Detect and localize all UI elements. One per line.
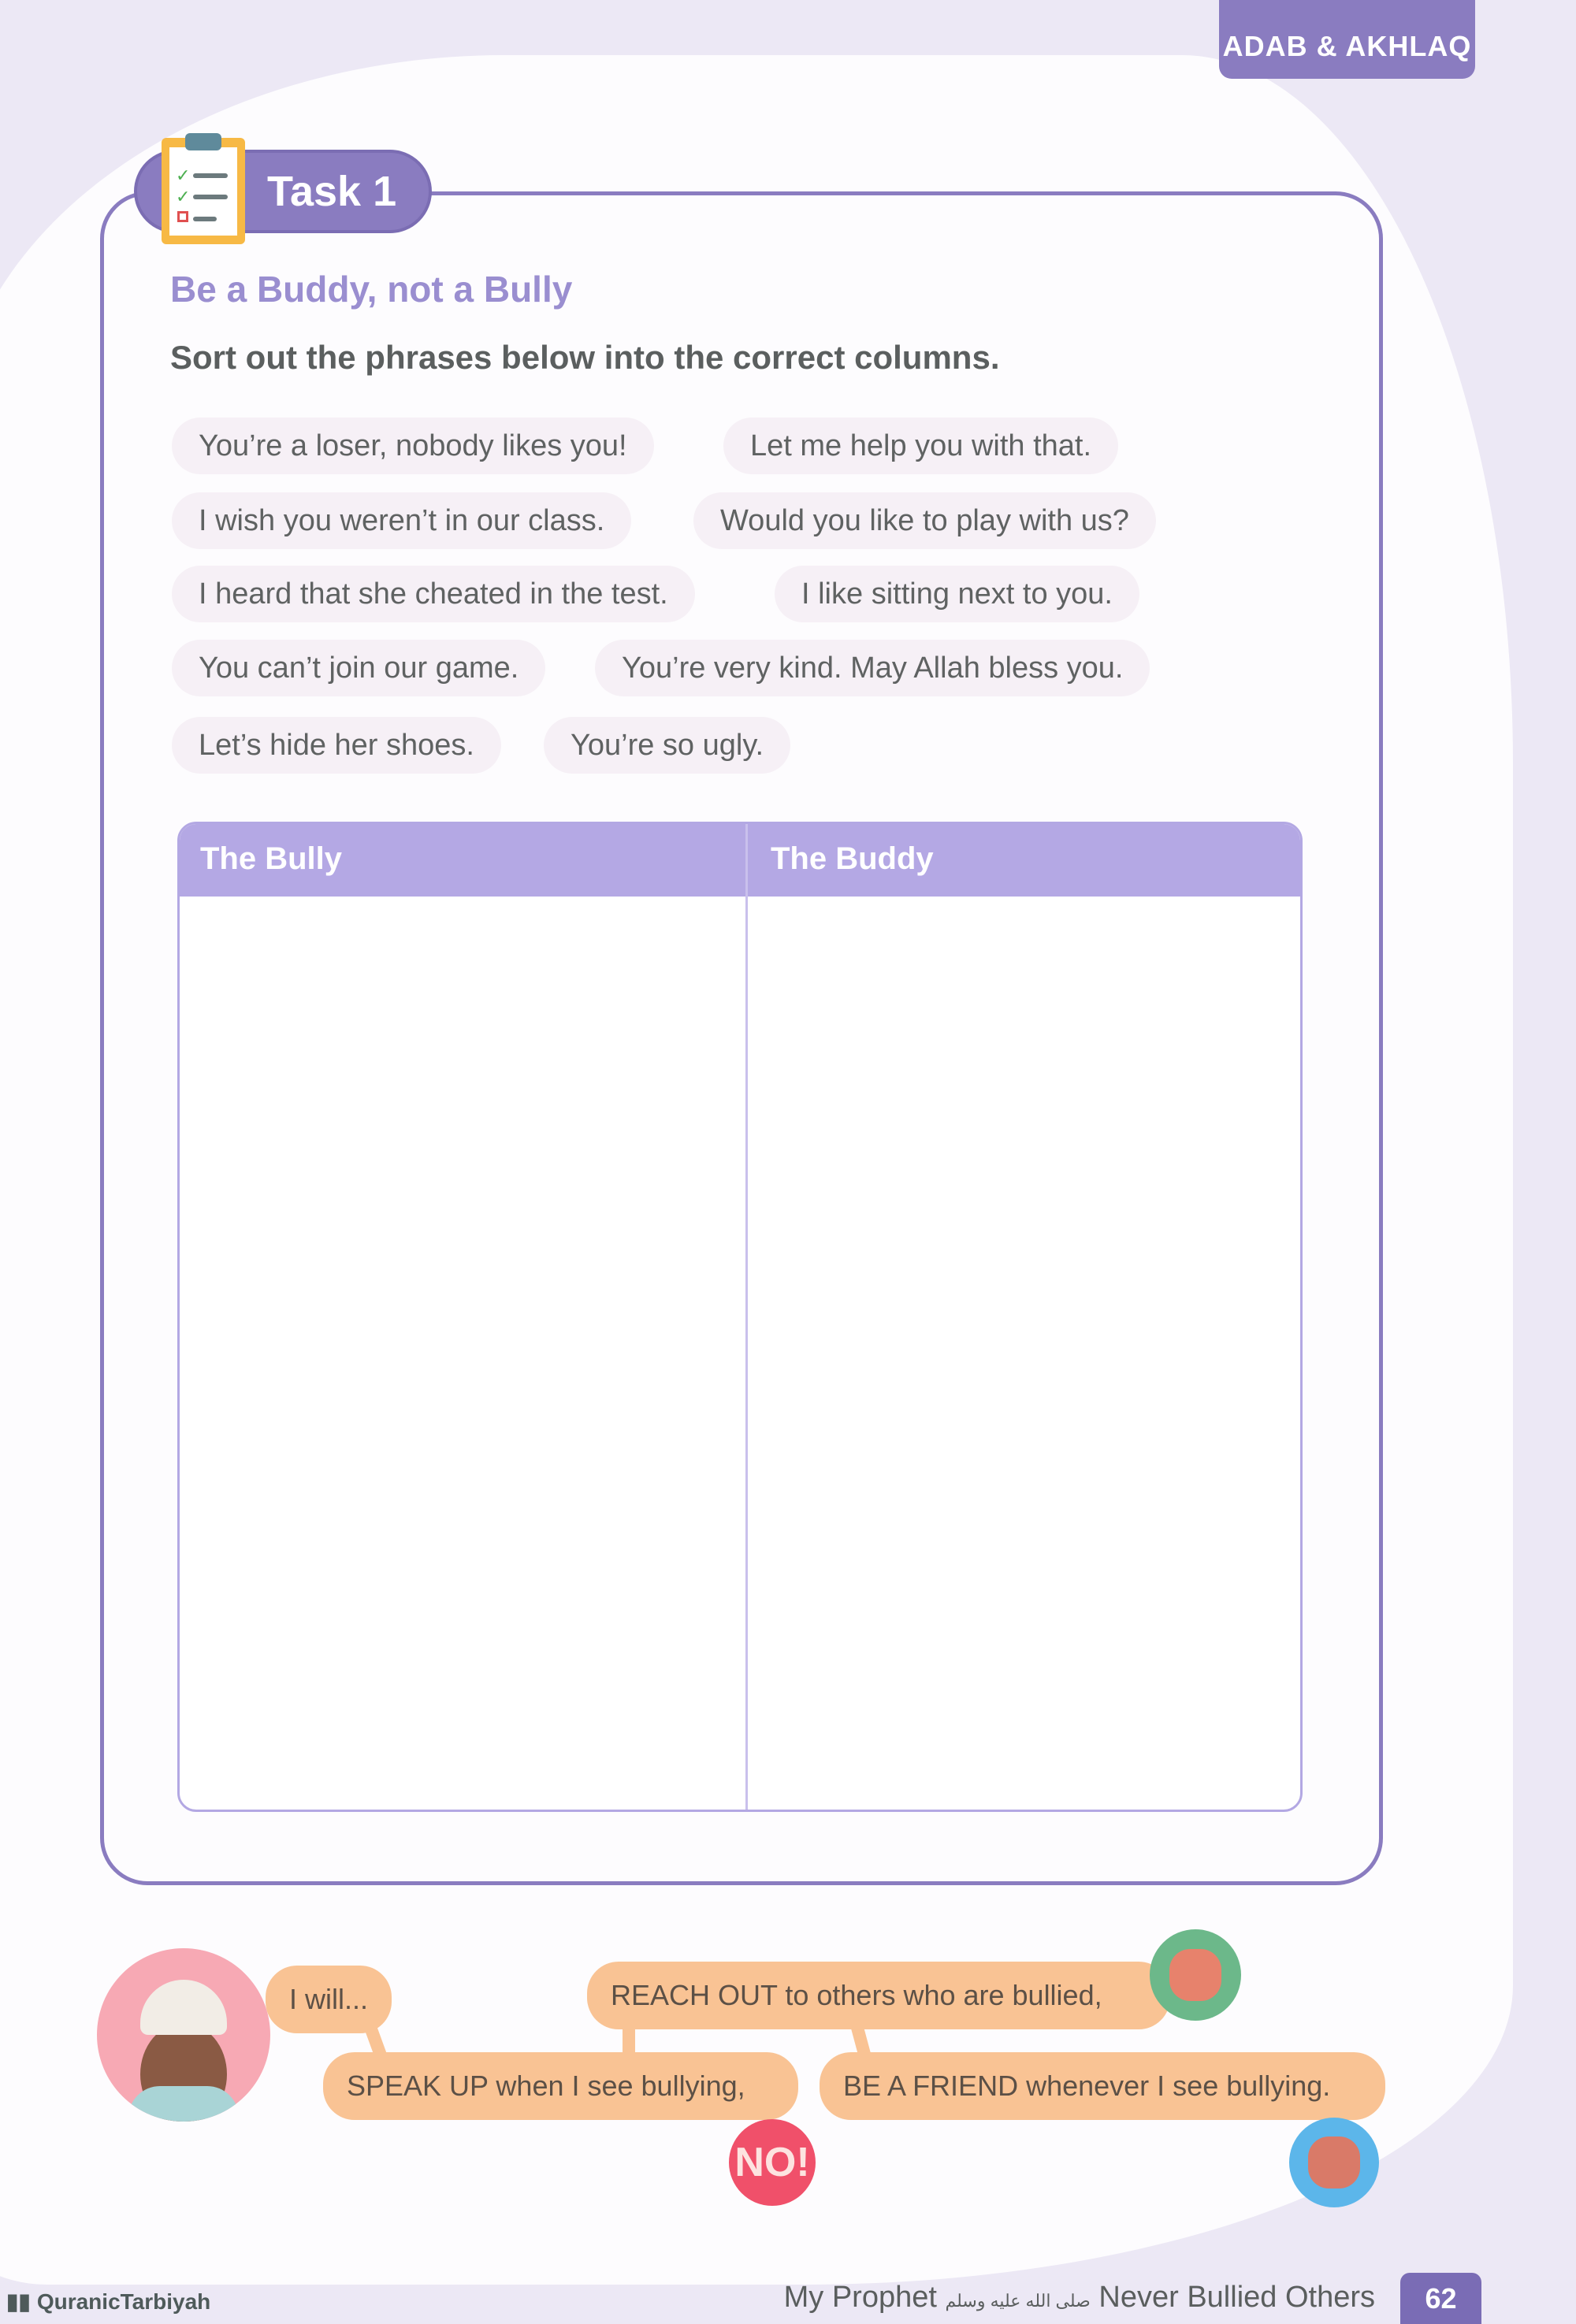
brand-name: QuranicTarbiyah [36,2289,211,2314]
task-label: Task 1 [267,168,397,215]
pledge-bubble: SPEAK UP when I see bullying, [323,2052,798,2120]
speech-bubble-intro: I will... [266,1966,392,2033]
bully-column-area[interactable] [180,897,745,1810]
phrase-chip[interactable]: Let me help you with that. [723,418,1118,474]
phrase-chip[interactable]: Would you like to play with us? [693,492,1156,549]
boy-avatar [97,1948,270,2122]
column-header-buddy: The Buddy [771,841,934,876]
phrase-chip[interactable]: You’re very kind. May Allah bless you. [595,640,1150,696]
title-part: Never Bullied Others [1098,2281,1375,2314]
footer-title [784,2281,1375,2315]
handshake-icon [1150,1929,1241,2021]
phrase-chip[interactable]: I heard that she cheated in the test. [172,566,695,622]
task-subtitle: Be a Buddy, not a Bully [170,269,573,310]
pledge-bubble: REACH OUT to others who are bullied, [587,1962,1170,2029]
section-tag: ADAB & AKHLAQ [1219,0,1475,79]
title-arabic: صلى الله عليه وسلم [945,2291,1091,2311]
no-badge: NO! [729,2119,816,2206]
column-header-bully: The Bully [200,841,343,876]
phrase-chip[interactable]: You’re so ugly. [544,717,790,774]
phrase-chip[interactable]: Let’s hide her shoes. [172,717,501,774]
pledge-bubble: BE A FRIEND whenever I see bullying. [820,2052,1385,2120]
brand-logo [6,2289,210,2315]
sort-table [177,822,1303,1812]
table-header [180,824,1300,897]
buddy-column-area[interactable] [748,897,1300,1810]
phrase-chip[interactable]: You can’t join our game. [172,640,545,696]
clipboard-icon: ✓ ✓ [162,138,245,244]
handshake-icon [1289,2118,1379,2207]
title-part: My Prophet [783,2281,937,2314]
phrase-chip[interactable]: I like sitting next to you. [775,566,1139,622]
task-instruction: Sort out the phrases below into the correct columns. [170,339,1000,376]
phrase-chip[interactable]: You’re a loser, nobody likes you! [172,418,654,474]
book-icon: ▮▮ [6,2289,31,2314]
page-number: 62 [1400,2273,1481,2324]
phrase-chip[interactable]: I wish you weren’t in our class. [172,492,631,549]
